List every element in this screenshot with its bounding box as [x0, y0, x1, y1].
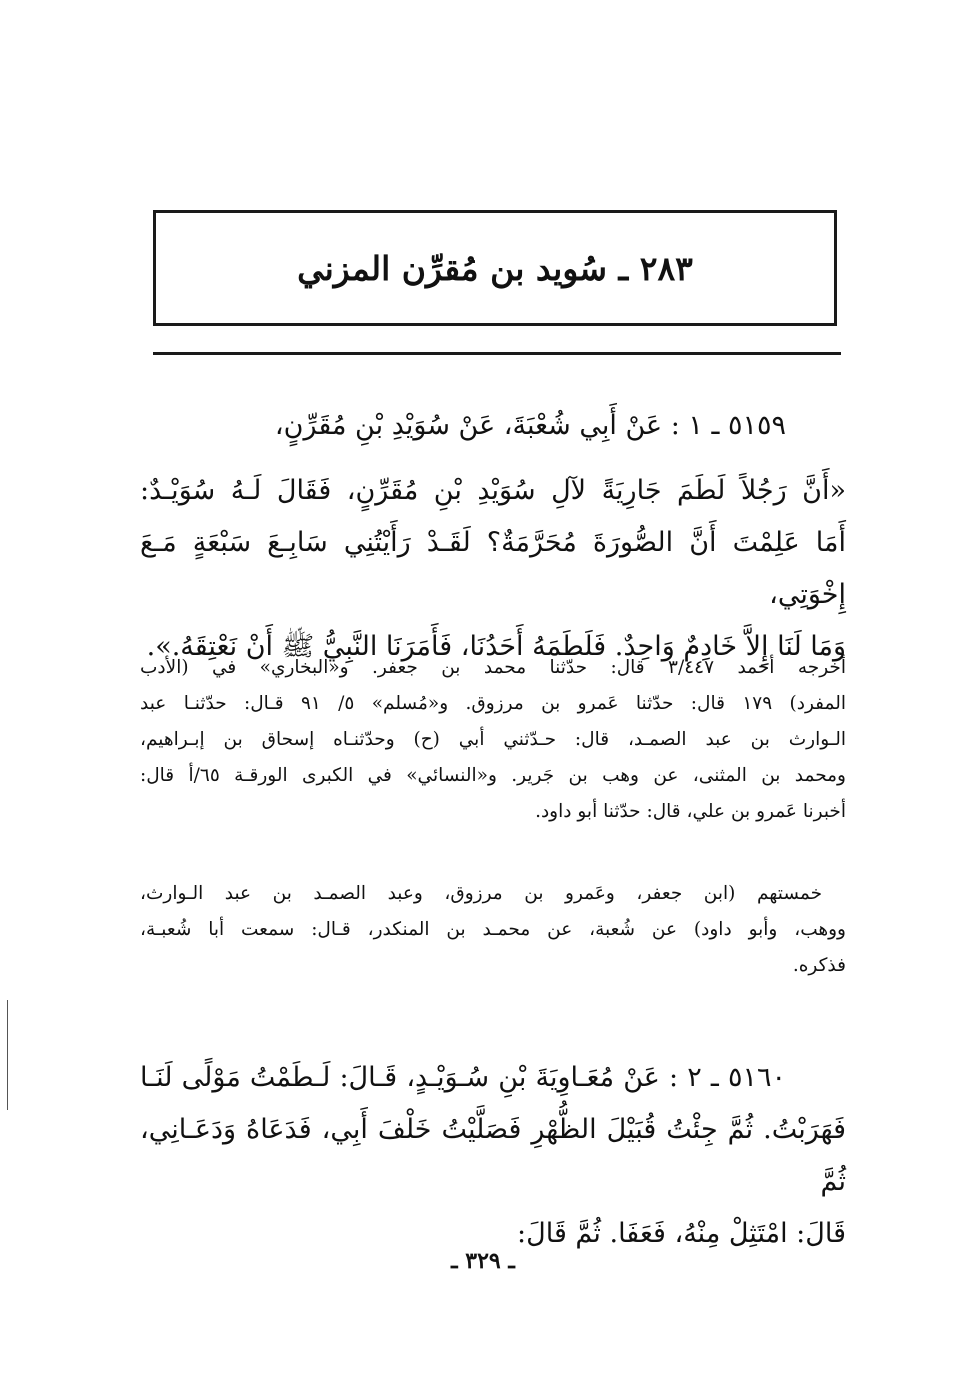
takhrij-paragraph-2	[140, 876, 846, 984]
hadith-5160-line-1: ٥١٦٠ ـ ٢ : عَنْ مُعَـاوِيَةَ بْنِ سُـوَيْـدٍ، قَـالَ: لَـطَمْتُ مَوْلًى لَنَـا	[140, 1062, 786, 1093]
page-number: ـ ٣٢٩ ـ	[451, 1248, 515, 1274]
chapter-title-box	[153, 210, 837, 326]
takhrij-1-line-2: المفرد) ١٧٩ قال: حدّثنا عَمرو بن مرزوق. و«مُسلم» ٥/ ٩١ قـال: حدّثنـا عبد	[140, 693, 846, 714]
hadith-5160-line-3: قَالَ: امْتَثِلْ مِنْهُ، فَعَفَا. ثُمَّ قَالَ:	[517, 1218, 846, 1249]
hadith-5159	[140, 400, 846, 673]
hadith-5159-line-4: وَمَا لَنَا إِلاَّ خَادِمٌ وَاحِدٌ. فَلَطَمَهُ أَحَدُنَا، فَأَمَرَنَا النَّبِيُّ ﷺ أَنْ نَعْتِقَهُ.».	[146, 631, 846, 662]
hadith-5159-line-2: «أَنَّ رَجُلاً لَطَمَ جَارِيَةً لآلِ سُوَيْدِ بْنِ مُقَرِّنٍ، فَقَالَ لَـهُ سُوَيْـدٌ:	[140, 475, 846, 506]
hadith-5160-line-2: فَهَرَبْتُ. ثُمَّ جِئْتُ قُبَيْلَ الظُّهْرِ فَصَلَّيْتُ خَلْفَ أَبِي، فَدَعَاهُ وَدَعَـانِي، ثُمَّ	[140, 1114, 847, 1197]
takhrij-paragraph-1	[140, 650, 846, 830]
hadith-5160	[140, 1052, 846, 1260]
takhrij-1-line-4: ومحمد بن المثنى، عن وهب بن جَرير. و«النسائي» في الكبرى الورقـة ٦٥/أ قال:	[140, 765, 846, 786]
takhrij-1-line-1: أخرجه أحمد ٣/٤٤٧ قال: حدّثنا محمد بن جعفر. و«البخاري» في (الأدب	[140, 657, 846, 678]
takhrij-1-line-3: الـوارث بن عبد الصمـد، قال: حـدّثني أبي (ح) وحدّثنـاه إسحاق بن إبـراهيم،	[140, 729, 846, 750]
hadith-5159-line-3: أَمَا عَلِمْتَ أَنَّ الصُّورَةَ مُحَرَّمَةٌ؟ لَقَـدْ رَأَيْتُنِي سَابِـعَ سَبْعَةٍ مَـعَ إِخْوَتِي،	[140, 527, 846, 610]
title-divider	[153, 352, 841, 355]
hadith-5159-line-1: ٥١٥٩ ـ ١ : عَنْ أَبِي شُعْبَةَ، عَنْ سُوَيْدِ بْنِ مُقَرِّنٍ،	[274, 410, 786, 441]
takhrij-2-line-3: فذكره.	[792, 955, 846, 976]
scan-edge-mark	[7, 1000, 8, 1110]
chapter-title: ٢٨٣ ـ سُويد بن مُقرِّن المزني	[297, 248, 693, 288]
takhrij-1-line-5: أخبرنا عَمرو بن علي، قال: حدّثنا أبو داود.	[535, 801, 846, 822]
takhrij-2-line-2: ووهب، وأبو داود) عن شُعبة، عن محمـد بن المنكدر، قـال: سمعت أبا شُعبـة،	[140, 919, 846, 940]
takhrij-2-line-1: خمستهم (ابن جعفر، وعَمرو بن مرزوق، وعبد الصمـد بن عبد الـوارث،	[140, 883, 822, 904]
